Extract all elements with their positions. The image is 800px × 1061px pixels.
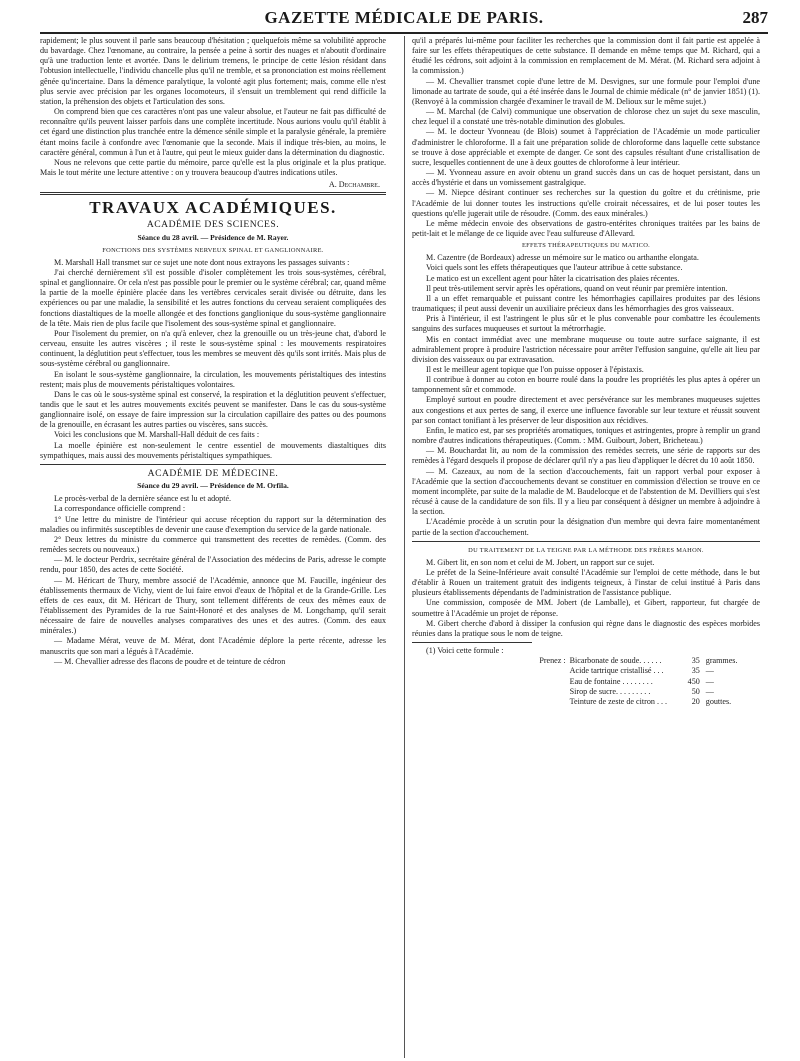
session-heading: Séance du 29 avril. — Présidence de M. Orfila. bbox=[137, 481, 289, 491]
formula-row bbox=[412, 677, 760, 687]
formula-label bbox=[412, 666, 570, 676]
paragraph: Voici les conclusions que M. Marshall-Hall déduit de ces faits : bbox=[54, 430, 260, 440]
paragraph: On comprend bien que ces caractères n'ont pas une valeur absolue, et l'auteur ne fait pas difficulté de reconnaître qu'ils peuvent laisser parfois dans une complète incertitude. Nous aurions voulu qu'il établit à cet égard une distinction plus tranchée entre la démence sénile simple et la paralysie générale, la première étant moins facile à confondre avec l'œnomanie que la seconde. Mais il indique très-bien, au moins, le caractère général, commun à l'un et à l'autre, qui peut le mieux guider dans la détermination du diagnostic. bbox=[40, 107, 386, 157]
page-header bbox=[40, 6, 768, 34]
formula-quantity: 450 bbox=[687, 676, 700, 686]
paragraph: M. Gibert lit, en son nom et celui de M. Jobert, un rapport sur ce sujet. bbox=[426, 557, 655, 567]
paragraph: — M. Marchal (de Calvi) communique une observation de chlorose chez un sujet du sexe masculin, chez lequel il a constaté une très-notable diminution des globules. bbox=[412, 107, 760, 127]
paragraph: Pour l'isolement du premier, on n'a qu'à enlever, chez la grenouille ou un très-jeune chat, d'abord le cerveau, ensuite les autres viscères ; il reste le sous-système spinal : les mouvements respiratoires continuent, la déglutition peut s'effectuer, tous les membres se meuvent dès qu'ils sont irrités. Mais plus de sous-système cérébral ou ganglionnaire. bbox=[40, 328, 386, 369]
formula-unit: gouttes. bbox=[705, 696, 732, 706]
paragraph: J'ai cherché dernièrement s'il est possible d'isoler complètement les trois sous-systèmes, cérébral, spinal et ganglionnaire. Or cela n'est pas possible pour le premier ou le système cérébral; car, quand même la partie de la moelle épinière placée dans les vertèbres cervicales serait divisée ou détruite, dans les expériences ou par une maladie, la sensibilité et les autres fonctions du cerveau seraient compliquées des fonctions diastaltiques de la moelle allongée et des fonctions ganglionique du sous-système ganglionnaire de la tête. Mais rien de plus facile que l'isolement des sous-système spinal et ganglionnaire. bbox=[40, 267, 386, 328]
paragraph: Une commission, composée de MM. Jobert (de Lamballe), et Gibert, rapporteur, fut chargée de soumettre à l'Académie un projet de réponse. bbox=[412, 598, 760, 618]
paragraph: Il est le meilleur agent topique que l'on puisse opposer à l'épistaxis. bbox=[426, 365, 644, 374]
formula-label bbox=[412, 697, 570, 707]
column-divider bbox=[404, 36, 405, 1058]
paragraph: La correspondance officielle comprend : bbox=[54, 504, 186, 514]
paragraph: — M. Héricart de Thury, membre associé de l'Académie, annonce que M. Faucille, ingénieur des établissements thermaux de Vichy, vient de lui faire envoi d'eaux de l'hôpital et de la Grande-Grille. Les effets de ces eaux, dit M. Héricart de Thury, sont tellement différents de ceux des mêmes eaux de l'établissement des Pyramides de la rue Saint-Honoré et des analyses de M. Longchamp, qu'il serait nécessaire de faire de nouvelles analyses comparatives des unes et des autres. (Comm. des eaux minérales.) bbox=[40, 575, 386, 636]
paragraph: Mis en contact immédiat avec une membrane muqueuse ou toute autre surface saignante, il est admirablement propre à produire l'astriction nécessaire pour arrêter l'effusion sanguine, qu'elle ait lieu par division des vaisseaux ou par extravasation. bbox=[412, 334, 760, 364]
paragraph: Il peut très-utilement servir après les opérations, quand on veut réunir par première intention. bbox=[426, 283, 728, 293]
subsection-heading: EFFETS THÉRAPEUTIQUES DU MATICO. bbox=[521, 242, 651, 250]
paragraph: La moelle épinière est non-seulement le centre essentiel de mouvements diastaltiques dits sympathiques, mais aussi des mouvements péristaltiques sympathiques. bbox=[40, 440, 386, 460]
paragraph: — M. Chevallier adresse des flacons de poudre et de teinture de cédron bbox=[54, 656, 286, 666]
academy-heading: ACADÉMIE DE MÉDECINE. bbox=[147, 467, 279, 479]
session-heading: Séance du 28 avril. — Présidence de M. Rayer. bbox=[137, 232, 289, 242]
formula-unit: — bbox=[705, 676, 714, 686]
section-rule bbox=[40, 192, 386, 195]
formula-row bbox=[412, 697, 760, 707]
paragraph: — Madame Mérat, veuve de M. Mérat, dont l'Académie déplore la perte récente, adresse les manuscrits que son mari a légués à l'Académie. bbox=[40, 636, 386, 656]
formula-label: Prenez : bbox=[539, 656, 566, 666]
journal-title: GAZETTE MÉDICALE DE PARIS. bbox=[264, 8, 544, 27]
footnote-rule bbox=[412, 642, 532, 643]
paragraph: Le même médecin envoie des observations de gastro-entérites chroniques traitées par les bains de petit-lait et le mélange de ce liquide avec l'eau sulfureuse d'Allevard. bbox=[412, 218, 760, 238]
section-rule bbox=[40, 464, 386, 465]
formula-label bbox=[412, 687, 570, 697]
formula-ingredient: Sirop de sucre. . . . . . . . . bbox=[569, 686, 651, 696]
paragraph: Employé surtout en poudre directement et avec persévérance sur les membranes muqueuses sujettes aux congestions et aux pertes de sang, il exerce une influence favorable sur leur texture et réussit souvent par son contact tonifiant à les préserver de leur disposition aux récidives. bbox=[412, 395, 760, 425]
formula-row bbox=[412, 687, 760, 697]
formula-quantity: 35 bbox=[691, 666, 700, 676]
paragraph: M. Marshall Hall transmet sur ce sujet une note dont nous extrayons les passages suivants : bbox=[54, 257, 350, 267]
paragraph: Il contribue à donner au coton en bourre roulé dans la poudre les propriétés les plus aptes à opérer un tamponnement sûr et commode. bbox=[412, 375, 760, 395]
paragraph: Le matico est un excellent agent pour hâter la cicatrisation des plaies récentes. bbox=[426, 273, 680, 283]
right-column bbox=[412, 36, 760, 1056]
paragraph: 2° Deux lettres du ministre du commerce qui transmettent des recettes de remèdes. (Comm. des remèdes secrets ou nouveaux.) bbox=[40, 534, 386, 555]
paragraph: — M. Cazeaux, au nom de la section d'accouchements, fait un rapport verbal pour exposer à l'Académie que la section d'accouchements devant se constituer en commission d'élection se trouve en ce moment incomplète, par suite de la maladie de M. Baudelocque et de l'abstention de M. Devilliers qui s'est récusé à cause de la candidature de son fils. Il y a lieu par conséquent à désigner un membre à adjoindre à la section. bbox=[412, 466, 760, 517]
paragraph: Enfin, le matico est, par ses propriétés aromatiques, toniques et astringentes, propre à remplir un grand nombre d'autres indications thérapeutiques. (Comm. : MM. Guibourt, Jobert, Bricheteau.) bbox=[412, 425, 760, 446]
formula-row bbox=[412, 656, 760, 666]
formula-table bbox=[412, 656, 760, 707]
footnote-text: (1) Voici cette formule : bbox=[426, 646, 504, 656]
paragraph: Dans le cas où le sous-système spinal est conservé, la respiration et la déglutition peuvent s'effectuer, tandis que le saut et les autres mouvements excités peuvent se manifester. Dans le cas du sous-système ganglionnaire isolé, on essaye de faire impression sur la circulation capillaire des pattes ou des poumons de la grenouille, en écrasant les autres parties ou viscères, sans succès. bbox=[40, 389, 386, 430]
paragraph: qu'il a préparés lui-même pour faciliter les recherches que la commission dont il fait partie est appelée à faire sur les effets thérapeutiques de cette substance. Il demande en même temps que M. Richard, qui a étudié les cédrons, soit adjoint à la commission en remplacement de M. Mérat. (M. Richard sera adjoint à la commission.) bbox=[412, 36, 760, 76]
paragraph: — M. Niepce désirant continuer ses recherches sur la question du goître et du crétinisme, prie l'Académie de lui donner toutes les instructions qu'elle croirait nécessaires, et de lui poser toutes les questions qu'elle jugerait utile de résoudre. (Comm. des eaux minérales.) bbox=[412, 188, 760, 218]
paragraph: 1° Une lettre du ministre de l'intérieur qui accuse réception du rapport sur la détermination des maladies ou infirmités susceptibles de devenir une cause d'exemption du service de la garde nationale. bbox=[40, 514, 386, 534]
formula-quantity: 50 bbox=[691, 686, 700, 696]
paragraph: Le procès-verbal de la dernière séance est lu et adopté. bbox=[54, 494, 232, 504]
paragraph: Il a un effet remarquable et puissant contre les hémorrhagies capillaires produites par des lésions traumatiques; il peut aussi devenir un auxiliaire précieux dans les hémorrhagies des gros vaisseaux. bbox=[412, 293, 760, 314]
formula-unit: grammes. bbox=[705, 656, 738, 666]
formula-unit: — bbox=[705, 686, 714, 696]
paragraph: — M. Bouchardat lit, au nom de la commission des remèdes secrets, une série de rapports sur des remèdes à l'égard desquels il propose de déclarer qu'il n'y a pas lieu d'appliquer le décret du 10 août 1850. bbox=[412, 446, 760, 466]
paragraph: Nous ne relevons que cette partie du mémoire, parce qu'elle est la plus originale et la plus pratique. Mais le tout mérite une lecture attentive : on y trouvera beaucoup d'autres indications utiles. bbox=[40, 157, 386, 178]
formula-ingredient: Teinture de zeste de citron . . . bbox=[569, 696, 668, 706]
paragraph: — M. le docteur Yvonneau (de Blois) soumet à l'appréciation de l'Académie un mode particulier d'administrer le chloroforme. Il a fait une préparation solide de chloroforme dans laquelle cette substance se trouve à dose appréciable et exempte de danger. Ce sont des capsules résultant d'une cristallisation de sucre, lesquelles contiennent de une à deux gouttes de chloroforme à leur intérieur. bbox=[412, 127, 760, 167]
paragraph: — M. le docteur Perdrix, secrétaire général de l'Association des médecins de Paris, adresse le compte rendu, pour 1850, des actes de cette Société. bbox=[40, 555, 386, 575]
formula-ingredient: Acide tartrique cristallisé . . . bbox=[569, 666, 664, 676]
paragraph: — M. Chevallier transmet copie d'une lettre de M. Desvignes, sur une formule pour l'emploi d'une limonade au tartrate de soude, qui a été insérée dans le Journal de chimie médicale (n° de janvier 1851) (1). (Renvoyé à la commission chargée d'examiner le travail de M. Delioux sur le même sujet.) bbox=[412, 76, 760, 106]
author-signature: A. Dechambre. bbox=[328, 180, 380, 190]
formula-unit: — bbox=[705, 666, 714, 676]
paragraph: En isolant le sous-système ganglionnaire, la circulation, les mouvements péristaltiques des intestins restent; mais plus de mouvements péristaltiques volontaires. bbox=[40, 369, 386, 389]
formula-quantity: 35 bbox=[691, 656, 700, 666]
subsection-heading: DU TRAITEMENT DE LA TEIGNE PAR LA MÉTHODE DES FRÈRES MAHON. bbox=[468, 546, 704, 554]
academy-heading: ACADÉMIE DES SCIENCES. bbox=[146, 219, 280, 231]
footnote bbox=[412, 642, 760, 707]
formula-label bbox=[412, 677, 570, 687]
paragraph: L'Académie procède à un scrutin pour la désignation d'un membre qui devra faire momentanément partie de la section d'accouchement. bbox=[412, 517, 760, 537]
page-number: 287 bbox=[742, 8, 768, 27]
paragraph: Voici quels sont les effets thérapeutiques que l'auteur attribue à cette substance. bbox=[426, 263, 683, 273]
paragraph: — M. Yvonneau assure en avoir obtenu un grand succès dans un cas de hoquet persistant, dans un accès d'hystérie et dans un vomissement gastralgique. bbox=[412, 168, 760, 188]
paragraph: rapidement; le plus souvent il parle sans beaucoup d'hésitation ; quelquefois même sa volubilité approche du bavardage. Chez l'œnomane, au contraire, la pensée a peine à sortir des nuages et n'aboutit d'ordinaire qu'à une traduction lente et avortée. Dans le delirium tremens, le principe de cette lésion résidant dans l'obtusion intellectuelle, l'individu chancelle plus qu'il ne tremble, et sa prononciation est moins réellement gênée qu'incertaine. Dans la démence paralytique, la volonté agit plus fortement; mais, comme elle n'est plus servie avec précision par les organes locomoteurs, il s'ensuit un tremblement qui rend difficile la station, la préhension des objets et l'articulation des sons. bbox=[40, 36, 386, 106]
paragraph: M. Gibert cherche d'abord à dissiper la confusion qui règne dans le diagnostic des espèces morbides réunies dans la pratique sous le nom de teigne. bbox=[412, 618, 760, 638]
paragraph: M. Cazentre (de Bordeaux) adresse un mémoire sur le matico ou arthanthe elongata. bbox=[426, 253, 699, 263]
section-rule bbox=[412, 541, 760, 542]
left-column bbox=[40, 36, 386, 1056]
paragraph: Pris à l'intérieur, il est l'astringent le plus sûr et le plus convenable pour combattre les écoulements sanguins des surfaces muqueuses et surtout la métrorrhagie. bbox=[412, 314, 760, 334]
section-title: TRAVAUX ACADÉMIQUES. bbox=[89, 198, 337, 218]
formula-row bbox=[412, 666, 760, 676]
paragraph: Le préfet de la Seine-Inférieure avait consulté l'Académie sur l'emploi de cette méthode, dans le but d'établir à Rouen un traitement gratuit des indigents teigneux, à l'instar de celui institué à Paris dans plusieurs établissements dépendants de l'administration de l'assistance publique. bbox=[412, 567, 760, 598]
formula-ingredient: Bicarbonate de soude. . . . . . bbox=[569, 656, 662, 666]
formula-ingredient: Eau de fontaine . . . . . . . . bbox=[569, 676, 653, 686]
formula-quantity: 20 bbox=[691, 696, 700, 706]
subsection-heading: FONCTIONS DES SYSTÈMES NERVEUX SPINAL ET GANGLIONNAIRE. bbox=[102, 246, 324, 254]
